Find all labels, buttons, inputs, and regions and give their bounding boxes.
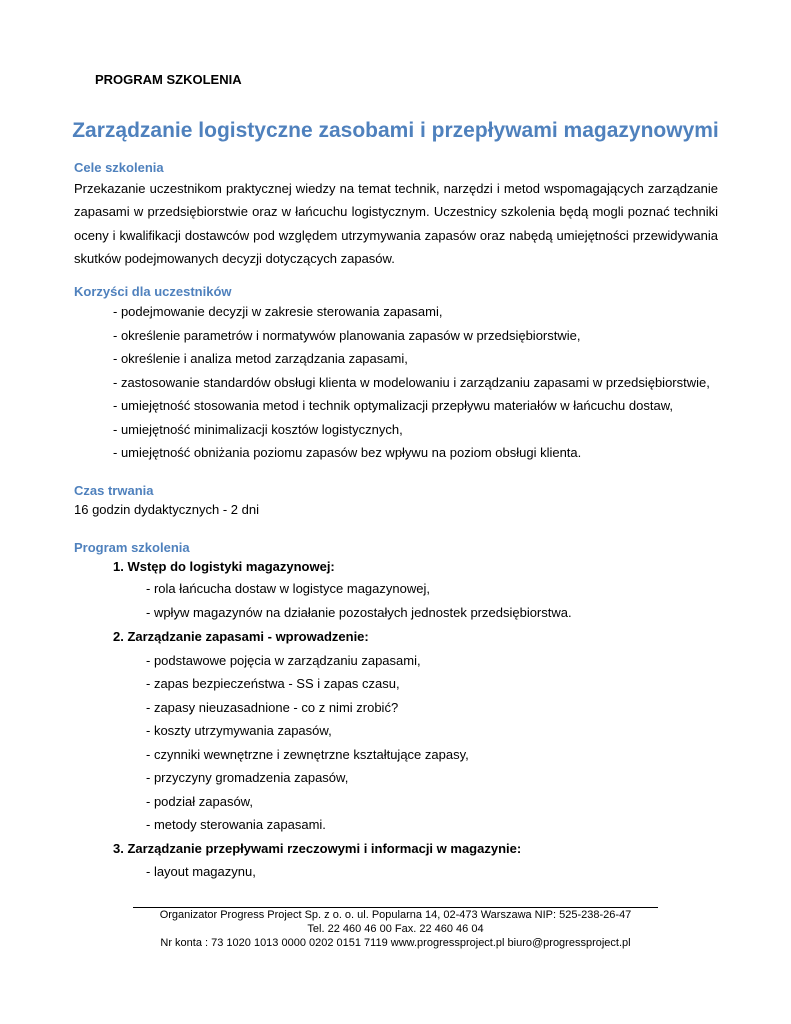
module-item: - layout magazynu, <box>146 864 256 879</box>
cele-paragraph: Przekazanie uczestnikom praktycznej wiedzy na temat technik, narzędzi i metod wspomagających zarządzanie zapasami w przedsiębiorstwie oraz w łańcuchu logistycznym. Uczestnicy szkolenia będą mogli poznać techniki oceny i kwalifikacji dostawców pod względem utrzymywania zapasów oraz nabędą umiejętności przewidywania skutków podejmowanych decyzji dotyczących zapasów. <box>74 181 718 266</box>
section-heading-korzysci: Korzyści dla uczestników <box>74 284 232 299</box>
module-title-3: 3. Zarządzanie przepływami rzeczowymi i informacji w magazynie: <box>113 841 522 856</box>
module-item: - metody sterowania zapasami. <box>146 817 326 832</box>
benefit-item: - umiejętność obniżania poziomu zapasów bez wpływu na poziom obsługi klienta. <box>113 445 582 460</box>
section-heading-czas: Czas trwania <box>74 483 154 498</box>
benefit-item: - określenie parametrów i normatywów planowania zapasów w przedsiębiorstwie, <box>113 328 581 343</box>
benefit-item: - umiejętność stosowania metod i technik optymalizacji przepływu materiałów w łańcuchu dostaw, <box>113 398 673 413</box>
module-title-1: 1. Wstęp do logistyki magazynowej: <box>113 559 335 574</box>
module-item: - koszty utrzymywania zapasów, <box>146 723 332 738</box>
benefit-item: - podejmowanie decyzji w zakresie sterowania zapasami, <box>113 304 443 319</box>
footer-bank-web: Nr konta : 73 1020 1013 0000 0202 0151 7119 www.progressproject.pl biuro@progressproject.pl <box>160 937 631 949</box>
module-item: - zapas bezpieczeństwa - SS i zapas czasu, <box>146 676 400 691</box>
module-title-2: 2. Zarządzanie zapasami - wprowadzenie: <box>113 629 369 644</box>
benefit-item: - zastosowanie standardów obsługi klienta w modelowaniu i zarządzaniu zapasami w przedsiębiorstwie, <box>113 375 710 390</box>
section-heading-cele: Cele szkolenia <box>74 160 164 175</box>
module-item: - rola łańcucha dostaw w logistyce magazynowej, <box>146 581 430 596</box>
benefit-item: - określenie i analiza metod zarządzania zapasami, <box>113 351 408 366</box>
benefit-item: - umiejętność minimalizacji kosztów logistycznych, <box>113 422 403 437</box>
footer-divider <box>133 907 658 908</box>
module-item: - przyczyny gromadzenia zapasów, <box>146 770 349 785</box>
module-item: - zapasy nieuzasadnione - co z nimi zrobić? <box>146 700 399 715</box>
document-title: Zarządzanie logistyczne zasobami i przepływami magazynowymi <box>72 119 719 142</box>
module-item: - podział zapasów, <box>146 794 253 809</box>
footer-contact: Tel. 22 460 46 00 Fax. 22 460 46 04 <box>307 923 484 935</box>
duration-text: 16 godzin dydaktycznych - 2 dni <box>74 502 259 517</box>
footer-organizer: Organizator Progress Project Sp. z o. o. ul. Popularna 14, 02-473 Warszawa NIP: 525-238-26-47 <box>159 909 632 921</box>
module-item: - wpływ magazynów na działanie pozostałych jednostek przedsiębiorstwa. <box>146 605 572 620</box>
section-heading-program: Program szkolenia <box>74 540 190 555</box>
module-item: - podstawowe pojęcia w zarządzaniu zapasami, <box>146 653 421 668</box>
document-header-label: PROGRAM SZKOLENIA <box>95 72 242 87</box>
module-item: - czynniki wewnętrzne i zewnętrzne kształtujące zapasy, <box>146 747 469 762</box>
